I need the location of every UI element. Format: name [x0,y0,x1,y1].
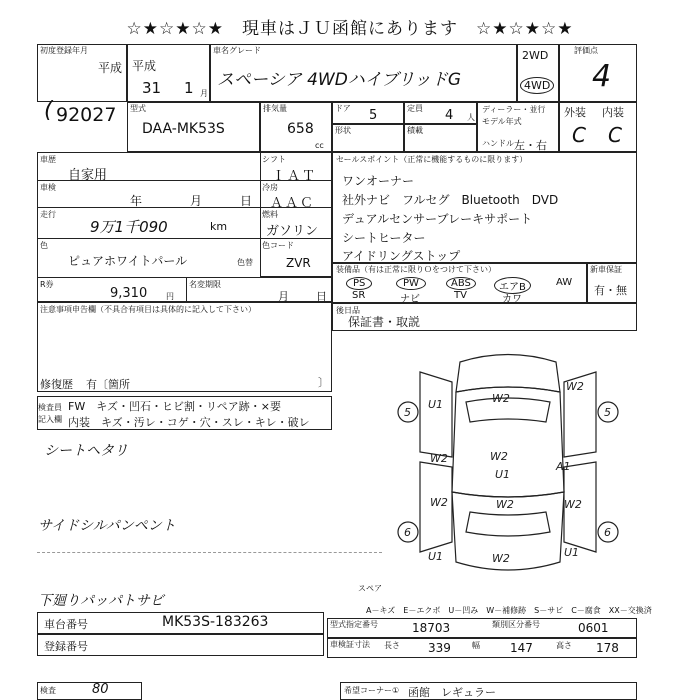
header-title: ☆★☆★☆★ 現車はＪＵ函館にあります ☆★☆★☆★ [126,19,574,39]
first-reg-box [37,44,127,102]
color-label: 色 [40,241,48,250]
reg-year: 31 [142,79,162,97]
equip-navi: ナビ [400,294,420,305]
color-code-value: ZVR [286,256,311,270]
sales-points-title-text: セールスポイント [336,155,400,164]
notes-box [37,302,332,392]
handle-label: ハンドル [482,139,514,148]
notes-label-sub: （不具合有項目は具体的に記入して下さい） [96,305,256,314]
chassis-label: 車台番号 [44,618,88,631]
equip-airbag: エアB [494,277,531,294]
model-value: DAA-MK53S [142,121,225,137]
tire-fr: 5 [604,406,611,419]
shape-label: 形状 [335,126,351,135]
tire-rr: 6 [604,526,611,539]
inspector-sign-label: 検査 [40,686,56,695]
equip-pw: PW [396,277,426,290]
type-designation-label: 型式指定番号 [330,620,378,629]
dims-label: 車検証寸法 [330,640,370,649]
displacement-box [260,102,332,152]
doors-label: ドア [335,104,351,113]
car-name-label: 車名グレード [213,46,261,55]
equip-leather: カワ [502,294,522,305]
inspector-label-1: 検査員 [38,403,62,412]
tire-rl: 6 [404,526,411,539]
lot-prefix: ( [44,98,53,123]
damage-mark: W2 [492,552,510,565]
damage-mark: A1 [556,460,571,473]
damage-legend: A－キズ E－エクボ U－凹み W－補修跡 S－サビ C－腐食 XX－交換済 [366,606,652,615]
color-code-label: 色コード [262,241,294,250]
inspector-fw-row: FW キズ・凹石・ヒビ割・リペア跡・×要 [68,400,281,413]
fuel-label: 燃料 [262,210,278,219]
mileage-value: 9万1千090 [90,218,168,236]
shift-label: シフト [262,155,286,164]
exterior-label: 外装 [564,106,586,119]
sales-point-item: シートヒーター [342,231,426,245]
damage-mark: W2 [564,498,582,511]
height-label: 高さ [556,641,572,650]
damage-mark: W2 [430,452,448,465]
extras-value: 保証書・取説 [348,315,421,329]
extras-label: 後日品 [336,306,360,315]
score-label: 評価点 [574,46,598,55]
inspector-interior-row: 内装 キズ・汚レ・コゲ・穴・スレ・キレ・破レ [68,416,310,429]
inspection-year: 年 [130,194,143,208]
corner-label: 希望コーナー① [344,686,400,695]
width-value: 147 [510,641,533,655]
usage-value: 自家用 [68,168,108,183]
seats-label: 定員 [407,104,423,113]
length-value: 339 [428,641,451,655]
inspector-sign-value: 80 [92,682,109,697]
notes-label [40,305,256,314]
model-box [127,102,260,152]
displacement-unit: cc [315,141,324,150]
displacement-value: 658 [287,121,314,137]
hand-note: 下廻りパッパトサビ [38,593,164,609]
reg-month: 1 [184,79,194,97]
inspector-label-2: 記入欄 [38,415,62,424]
recycle-unit: 円 [166,292,174,301]
car-name-box [210,44,517,102]
plate-label: 登録番号 [44,640,88,653]
doors-box [332,102,404,124]
lot-number: 92027 [56,104,117,126]
score-value: 4 [592,59,612,94]
reg-era: 平成 [132,59,157,73]
hand-note: シートヘタリ [44,443,128,459]
type-designation-value: 18703 [412,621,451,635]
equip-tv: TV [454,290,467,301]
corner-value: 函館 レギュラー [408,686,496,699]
damage-mark: W2 [492,392,510,405]
seats-value: 4 [445,108,454,123]
mileage-unit: km [210,220,228,233]
dealer-label: ディーラー・並行 [482,105,546,114]
tire-fl: 5 [404,406,411,419]
model-label: 型式 [130,104,146,113]
equip-ps: PS [346,277,372,290]
equip-abs: ABS [446,277,476,290]
drive-2wd: 2WD [522,49,549,62]
sales-point-item: デュアルセンサーブレーキサポート [342,212,533,226]
class-value: 0601 [578,621,609,635]
interior-value: C [608,123,622,147]
width-label: 幅 [472,641,480,650]
damage-mark: W2 [496,498,514,511]
interior-label: 内装 [602,106,624,119]
inspection-label: 車検 [40,183,56,192]
car-diagram [380,342,635,592]
damage-mark: W2 [430,496,448,509]
shift-value: ＩＡＴ [272,169,318,184]
seats-unit: 人 [467,113,475,122]
equip-aw: AW [556,277,573,288]
hand-note: サイドシルパンペント [38,518,176,534]
first-reg-date [127,44,210,102]
color-change-label: 色替 [237,258,253,267]
reg-month-unit: 月 [200,89,208,98]
damage-mark: U1 [495,468,511,481]
ac-value: ＡＡＣ [270,196,316,211]
repair-label: 修復歴 [40,378,73,391]
drive-box [517,44,559,102]
era: 平成 [98,61,123,75]
inspection-month: 月 [190,194,203,208]
repair-value: 有〔箇所 [86,378,130,391]
load-box [404,124,477,152]
damage-mark: U1 [428,550,444,563]
car-name: スペーシア 4WDハイブリッドG [217,70,462,90]
ext-int-box [559,102,637,152]
repair-close: 〕 [318,376,329,389]
name-change-label: 名変期限 [189,280,221,289]
damage-mark: W2 [566,380,584,393]
ac-label: 冷房 [262,183,278,192]
exterior-value: C [572,123,586,147]
fuel-value: ガソリン [266,224,319,239]
warranty-label: 新車保証 [590,265,622,274]
displacement-label: 排気量 [263,104,287,113]
damage-mark: U1 [564,546,580,559]
equipment-title-sub: （有は正常に限りＯをつけて下さい） [360,265,496,274]
name-change-month: 月 [278,290,289,303]
load-label: 積載 [407,126,423,135]
class-label: 類別区分番号 [492,620,540,629]
sales-point-item: ワンオーナー [342,174,415,188]
note-line [37,552,382,553]
handle-value: 左・右 [514,139,547,152]
score-box [559,44,637,102]
recycle-amount: 9,310 [110,286,148,301]
warranty-value: 有・無 [594,284,627,297]
doors-value: 5 [369,108,378,123]
length-label: 長さ [384,641,400,650]
sales-point-item: 社外ナビ フルセグ Bluetooth DVD [342,193,559,207]
equipment-title-text: 装備品 [336,265,360,274]
name-change-day: 日 [316,290,327,303]
mileage-label: 走行 [40,210,56,219]
damage-mark: W2 [490,450,508,463]
seats-box [404,102,477,124]
color-value: ピュアホワイトパール [68,254,188,268]
dims-box [327,638,637,658]
recycle-label: R券 [40,280,54,289]
drive-4wd: 4WD [520,77,554,94]
spare-label: スペア [358,584,382,593]
notes-label-text: 注意事項申告欄 [40,305,96,314]
first-reg-label: 初度登録年月 [40,46,88,55]
model-year-label: モデル年式 [482,117,522,126]
sales-point-item: アイドリングストップ [342,249,461,263]
equip-sr: SR [352,290,366,301]
height-value: 178 [596,641,619,655]
equipment-title [336,265,496,274]
shape-box [332,124,404,152]
usage-label: 車歴 [40,155,56,164]
chassis-value: MK53S-183263 [162,614,269,630]
sales-points-title [336,155,527,164]
damage-mark: U1 [428,398,444,411]
inspection-day: 日 [240,194,253,208]
dealer-box [477,102,559,152]
sales-points-title-sub: （正常に機能するものに限ります） [399,155,528,164]
